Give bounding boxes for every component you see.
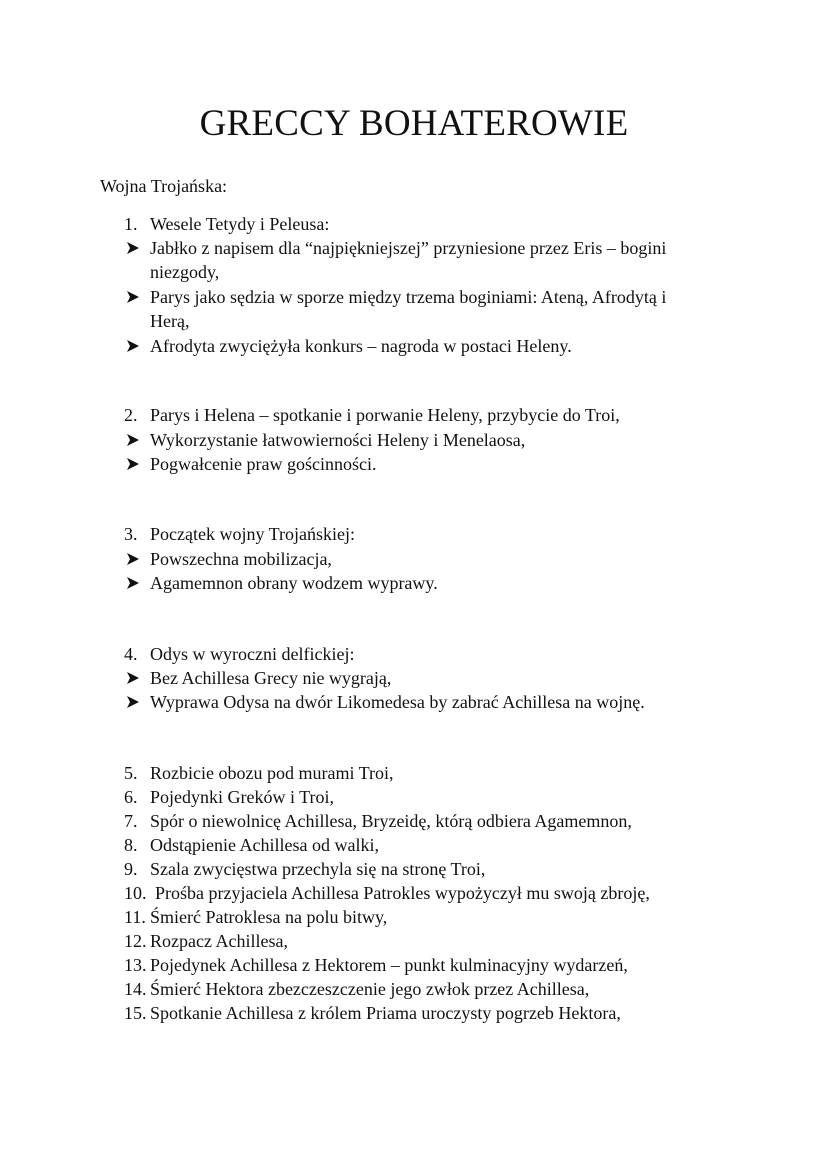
section-heading-text: Odys w wyroczni delfickiej: — [150, 644, 355, 664]
arrow-bullet-icon — [126, 433, 140, 447]
arrow-bullet-icon — [126, 671, 140, 685]
list-item-number: 15. — [124, 1003, 147, 1023]
list-item-number: 8. — [124, 835, 138, 855]
section-number: 1. — [124, 214, 138, 234]
arrow-bullet-icon — [126, 552, 140, 566]
arrow-bullet-icon — [126, 576, 140, 590]
bullet-text: Powszechna mobilizacja, — [150, 549, 332, 569]
bullet-text: Wyprawa Odysa na dwór Likomedesa by zabrać Achillesa na wojnę. — [150, 692, 645, 712]
bullet-text: Wykorzystanie łatwowierności Heleny i Menelaosa, — [150, 430, 526, 450]
list-item-text: Szala zwycięstwa przechyla się na stronę Troi, — [150, 859, 486, 879]
section-number: 4. — [124, 644, 138, 664]
arrow-bullet-icon — [126, 695, 140, 709]
list-item-text: Spór o niewolnicę Achillesa, Bryzeidę, którą odbiera Agamemnon, — [150, 811, 632, 831]
list-item-number: 7. — [124, 811, 138, 831]
list-item-number: 6. — [124, 787, 138, 807]
section-heading-text: Początek wojny Trojańskiej: — [150, 524, 355, 544]
arrow-bullet-icon — [126, 241, 140, 255]
list-item-number: 10. — [124, 883, 147, 903]
bullet-text: Bez Achillesa Grecy nie wygrają, — [150, 668, 392, 688]
list-item-text: Spotkanie Achillesa z królem Priama uroczysty pogrzeb Hektora, — [150, 1003, 621, 1023]
list-item-text: Pojedynki Greków i Troi, — [150, 787, 335, 807]
bullet-text: Pogwałcenie praw gościnności. — [150, 454, 377, 474]
page-title: GRECCY BOHATEROWIE — [199, 103, 629, 144]
list-item-text: Odstąpienie Achillesa od walki, — [150, 835, 379, 855]
list-item-text: Rozpacz Achillesa, — [150, 931, 288, 951]
list-item-text: Śmierć Hektora zbezczeszczenie jego zwłok przez Achillesa, — [150, 979, 590, 999]
list-item-number: 12. — [124, 931, 147, 951]
bullet-text: Afrodyta zwyciężyła konkurs – nagroda w postaci Heleny. — [150, 336, 572, 356]
bullet-text-continued: Herą, — [150, 311, 190, 331]
arrow-bullet-icon — [126, 457, 140, 471]
bullet-text: Agamemnon obrany wodzem wyprawy. — [150, 573, 438, 593]
list-item-number: 9. — [124, 859, 138, 879]
list-item-text: Śmierć Patroklesa na polu bitwy, — [150, 907, 388, 927]
section-number: 2. — [124, 405, 138, 425]
list-item-text: Rozbicie obozu pod murami Troi, — [150, 763, 394, 783]
bullet-text-continued: niezgody, — [150, 262, 220, 282]
arrow-bullet-icon — [126, 290, 140, 304]
list-item-number: 11. — [124, 907, 146, 927]
bullet-text: Jabłko z napisem dla “najpiękniejszej” przyniesione przez Eris – bogini — [150, 238, 667, 258]
bullet-item — [0, 285, 828, 333]
list-item-text: Prośba przyjaciela Achillesa Patrokles wypożyczył mu swoją zbroję, — [155, 883, 650, 903]
list-item-number: 13. — [124, 955, 147, 975]
arrow-bullet-icon — [126, 339, 140, 353]
bullet-item — [0, 236, 828, 284]
list-item-number: 5. — [124, 763, 138, 783]
list-item-text: Pojedynek Achillesa z Hektorem – punkt kulminacyjny wydarzeń, — [150, 955, 628, 975]
bullet-text: Parys jako sędzia w sporze między trzema boginiami: Ateną, Afrodytą i — [150, 287, 667, 307]
section-heading-text: Wesele Tetydy i Peleusa: — [150, 214, 330, 234]
section-number: 3. — [124, 524, 138, 544]
list-item-number: 14. — [124, 979, 147, 999]
intro-text: Wojna Trojańska: — [100, 176, 228, 196]
section-heading-text: Parys i Helena – spotkanie i porwanie Heleny, przybycie do Troi, — [150, 405, 620, 425]
